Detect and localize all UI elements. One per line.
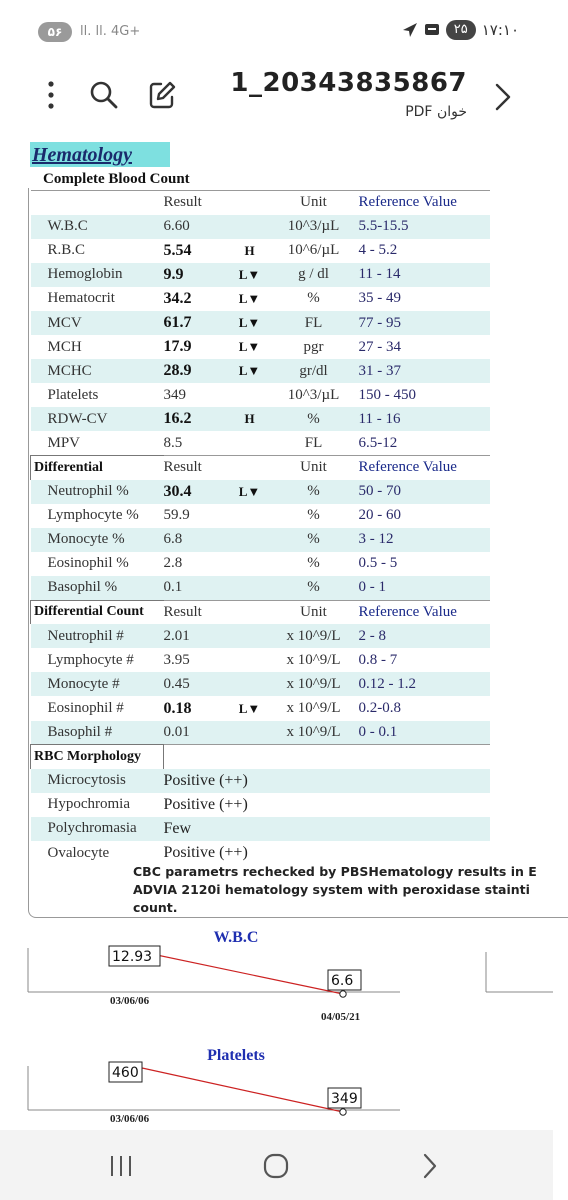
- reference-range: 6.5-12: [358, 434, 398, 451]
- result-value: 0.45: [164, 672, 226, 696]
- test-name: R.B.C: [47, 242, 86, 259]
- result-value: Result: [164, 600, 226, 624]
- flag-indicator: [226, 528, 274, 552]
- home-icon[interactable]: [262, 1152, 290, 1180]
- result-value: 30.4: [164, 480, 226, 504]
- unit-value: gr/dl: [274, 359, 354, 383]
- reference-range: 27 - 34: [358, 338, 401, 355]
- reference-range: 2 - 8: [354, 624, 491, 648]
- data-label: 6.6: [331, 973, 354, 989]
- flag-indicator: [226, 600, 274, 624]
- unit-value: %: [274, 480, 354, 504]
- result-value: 17.9: [163, 338, 192, 356]
- result-value: 8.5: [163, 434, 183, 451]
- test-name: Lymphocyte %: [47, 507, 139, 524]
- flag-indicator: [226, 624, 274, 648]
- table-row: [31, 528, 491, 552]
- test-name: Hypochromia: [47, 796, 130, 813]
- test-name: Basophil #: [31, 721, 164, 745]
- notification-count-pill: ۲۵: [446, 20, 476, 40]
- flag-indicator: [226, 552, 274, 576]
- result-value: 2.8: [163, 555, 183, 572]
- flag-indicator: [226, 456, 274, 480]
- table-header-row: [31, 600, 491, 624]
- result-value: Result: [164, 191, 226, 215]
- table-row: [31, 504, 491, 528]
- unit-value: FL: [274, 311, 354, 335]
- unit-value: pgr: [303, 338, 324, 355]
- test-name: Platelets: [47, 386, 99, 403]
- result-value: 0.1: [164, 576, 226, 600]
- table-row: [31, 239, 491, 263]
- subsection-title: Complete Blood Count: [43, 171, 190, 187]
- result-value: 9.9: [164, 263, 226, 287]
- result-value: 34.2: [163, 289, 192, 307]
- test-name: Neutrophil %: [31, 480, 164, 504]
- table-row: [31, 287, 491, 311]
- status-badge: ۵۶: [38, 22, 72, 42]
- trend-line: [133, 950, 343, 994]
- flag-indicator: [226, 504, 274, 528]
- flag-indicator: L▼: [238, 700, 261, 716]
- unit-value: %: [274, 576, 354, 600]
- result-value: 16.2: [164, 407, 226, 431]
- recents-icon[interactable]: [108, 1154, 134, 1178]
- table-row: [31, 383, 491, 407]
- table-row: [31, 648, 491, 672]
- reference-range: 77 - 95: [354, 311, 491, 335]
- status-right-cluster: [402, 20, 519, 40]
- morphology-row: [31, 841, 491, 865]
- table-header-row: [31, 745, 491, 769]
- flag-indicator: L▼: [226, 263, 274, 287]
- section-label: Differential: [31, 456, 164, 480]
- result-value: 2.01: [164, 624, 226, 648]
- table-row: [31, 721, 491, 745]
- more-vert-icon[interactable]: [44, 78, 58, 112]
- unit-value: 10^3/µL: [287, 386, 340, 403]
- message-icon: [424, 22, 440, 38]
- section-title: Hematology: [30, 142, 170, 167]
- morphology-result: Positive (++): [164, 769, 491, 793]
- document-subtitle: PDF خوان: [405, 104, 467, 120]
- table-row: [31, 311, 491, 335]
- trend-chart: [28, 1047, 400, 1141]
- unit-value: x 10^9/L: [274, 672, 354, 696]
- test-name: Polychromasia: [31, 817, 164, 841]
- flag-indicator: H: [226, 407, 274, 431]
- section-label: Differential Count: [31, 600, 164, 624]
- table-header-row: [31, 191, 491, 215]
- flag-indicator: L▼: [226, 359, 274, 383]
- table-row: [31, 407, 491, 431]
- note-line: CBC parametrs rechecked by PBSHematology results in E: [133, 864, 537, 879]
- test-name: Ovalocyte: [47, 844, 110, 861]
- flag-indicator: L▼: [238, 339, 261, 355]
- flag-indicator: [226, 215, 274, 239]
- morphology-result: Few: [164, 817, 491, 841]
- unit-value: %: [274, 528, 354, 552]
- reference-range: 0.5 - 5: [358, 555, 398, 572]
- test-name: RDW-CV: [31, 407, 164, 431]
- navigation-bar: [0, 1130, 553, 1200]
- chart-title: Platelets: [207, 1047, 265, 1064]
- pdf-page[interactable]: [0, 142, 553, 1130]
- trend-charts: [0, 920, 553, 1130]
- flag-indicator: [226, 191, 274, 215]
- result-value: 59.9: [163, 507, 190, 524]
- flag-indicator: [226, 576, 274, 600]
- chevron-right-icon[interactable]: [492, 82, 514, 112]
- flag-indicator: L▼: [226, 480, 274, 504]
- unit-value: x 10^9/L: [274, 624, 354, 648]
- table-row: [31, 359, 491, 383]
- reference-range: 50 - 70: [354, 480, 491, 504]
- back-icon[interactable]: [420, 1153, 440, 1179]
- table-header-row: [31, 456, 491, 480]
- test-name: MPV: [47, 434, 81, 451]
- data-point: [340, 1109, 346, 1115]
- result-value: 3.95: [163, 651, 190, 668]
- reference-range: 20 - 60: [358, 507, 401, 524]
- unit-value: %: [307, 290, 320, 307]
- test-name: MCHC: [31, 359, 164, 383]
- clock: ۱۷:۱۰: [481, 21, 519, 39]
- document-title: 1_20343835867: [230, 68, 467, 98]
- reference-range: 35 - 49: [358, 290, 401, 307]
- table-row: [31, 552, 491, 576]
- result-value: 0.01: [164, 721, 226, 745]
- unit-value: x 10^9/L: [274, 721, 354, 745]
- reference-range: 3 - 12: [354, 528, 491, 552]
- flag-indicator: [226, 672, 274, 696]
- result-value: 0.18: [163, 699, 192, 717]
- table-row: [31, 431, 491, 455]
- unit-value: x 10^9/L: [286, 651, 341, 668]
- reference-range: 11 - 16: [354, 407, 491, 431]
- morphology-row: [31, 793, 491, 817]
- flag-indicator: [226, 721, 274, 745]
- unit-value: 10^6/µL: [287, 242, 340, 259]
- result-value: 5.54: [163, 241, 192, 259]
- morphology-row: [31, 817, 491, 841]
- unit-value: g / dl: [274, 263, 354, 287]
- search-icon[interactable]: [88, 78, 120, 112]
- result-value: 349: [163, 386, 186, 403]
- app-bar: [0, 62, 553, 142]
- table-row: [31, 624, 491, 648]
- note-line: ADVIA 2120i hematology system with peroxidase stainti: [133, 882, 530, 897]
- unit-value: Unit: [274, 191, 354, 215]
- trend-chart: [28, 929, 553, 1023]
- test-name: MCV: [31, 311, 164, 335]
- test-name: Lymphocyte #: [47, 651, 134, 668]
- data-point: [340, 991, 346, 997]
- data-label: 12.93: [112, 949, 153, 965]
- morphology-result: Positive (++): [163, 844, 248, 862]
- unit-value: x 10^9/L: [286, 700, 341, 717]
- morphology-result: Positive (++): [163, 795, 248, 813]
- table-row: [31, 480, 491, 504]
- result-value: 6.8: [164, 528, 226, 552]
- empty-cell: [164, 745, 491, 769]
- section-label: RBC Morphology: [31, 745, 164, 769]
- flag-indicator: H: [244, 242, 255, 258]
- reference-range: 0.8 - 7: [358, 651, 398, 668]
- flag-indicator: L▼: [238, 290, 261, 306]
- flag-indicator: [226, 648, 274, 672]
- unit-value: Unit: [274, 600, 354, 624]
- reference-range: 4 - 5.2: [358, 242, 398, 259]
- unit-value: Unit: [274, 456, 354, 480]
- table-row: [31, 696, 491, 720]
- chart-title: W.B.C: [213, 929, 259, 946]
- note-line: count.: [133, 900, 178, 915]
- section-label: [31, 191, 164, 215]
- test-name: Monocyte #: [31, 672, 164, 696]
- reference-range: Reference Value: [354, 456, 491, 480]
- table-row: [31, 672, 491, 696]
- x-tick-label: 03/06/06: [110, 1113, 150, 1125]
- test-name: Hematocrit: [47, 290, 115, 307]
- test-name: Eosinophil #: [47, 700, 124, 717]
- morphology-row: [31, 769, 491, 793]
- reference-range: 150 - 450: [358, 386, 416, 403]
- test-name: Basophil %: [31, 576, 164, 600]
- test-name: Eosinophil %: [47, 555, 129, 572]
- reference-range: 31 - 37: [354, 359, 491, 383]
- reference-range: Reference Value: [354, 600, 491, 624]
- flag-indicator: [226, 383, 274, 407]
- result-value: Result: [164, 456, 226, 480]
- flag-indicator: [226, 431, 274, 455]
- reference-range: 0.2-0.8: [358, 700, 401, 717]
- test-name: W.B.C: [31, 215, 164, 239]
- result-value: 61.7: [164, 311, 226, 335]
- result-value: 6.60: [164, 215, 226, 239]
- data-label: 460: [112, 1065, 139, 1081]
- signal-strength-indicator: ll. ll. 4G+: [80, 24, 141, 39]
- unit-value: %: [274, 407, 354, 431]
- reference-range: 5.5-15.5: [354, 215, 491, 239]
- test-name: Microcytosis: [31, 769, 164, 793]
- table-row: [31, 576, 491, 600]
- reference-range: Reference Value: [354, 191, 491, 215]
- unit-value: %: [307, 507, 320, 524]
- data-label: 349: [331, 1091, 358, 1107]
- flag-indicator: L▼: [226, 311, 274, 335]
- test-name: Monocyte %: [31, 528, 164, 552]
- navigation-arrow-icon: [402, 22, 418, 38]
- unit-value: %: [307, 555, 320, 572]
- reference-range: 0.12 - 1.2: [354, 672, 491, 696]
- table-row: [31, 215, 491, 239]
- test-name: MCH: [47, 338, 82, 355]
- x-tick-label: 04/05/21: [321, 1011, 361, 1023]
- status-bar: [0, 0, 553, 62]
- result-value: 28.9: [164, 359, 226, 383]
- trend-line: [133, 1066, 343, 1112]
- lab-note: [133, 863, 563, 917]
- reference-range: 0 - 0.1: [354, 721, 491, 745]
- reference-range: 0 - 1: [354, 576, 491, 600]
- test-name: Neutrophil #: [31, 624, 164, 648]
- reference-range: 11 - 14: [354, 263, 491, 287]
- unit-value: FL: [304, 434, 323, 451]
- edit-icon[interactable]: [146, 78, 178, 112]
- table-row: [31, 335, 491, 359]
- x-tick-label: 03/06/06: [110, 995, 150, 1007]
- table-row: [31, 263, 491, 287]
- test-name: Hemoglobin: [31, 263, 164, 287]
- lab-results-table: [30, 190, 490, 865]
- unit-value: 10^3/µL: [274, 215, 354, 239]
